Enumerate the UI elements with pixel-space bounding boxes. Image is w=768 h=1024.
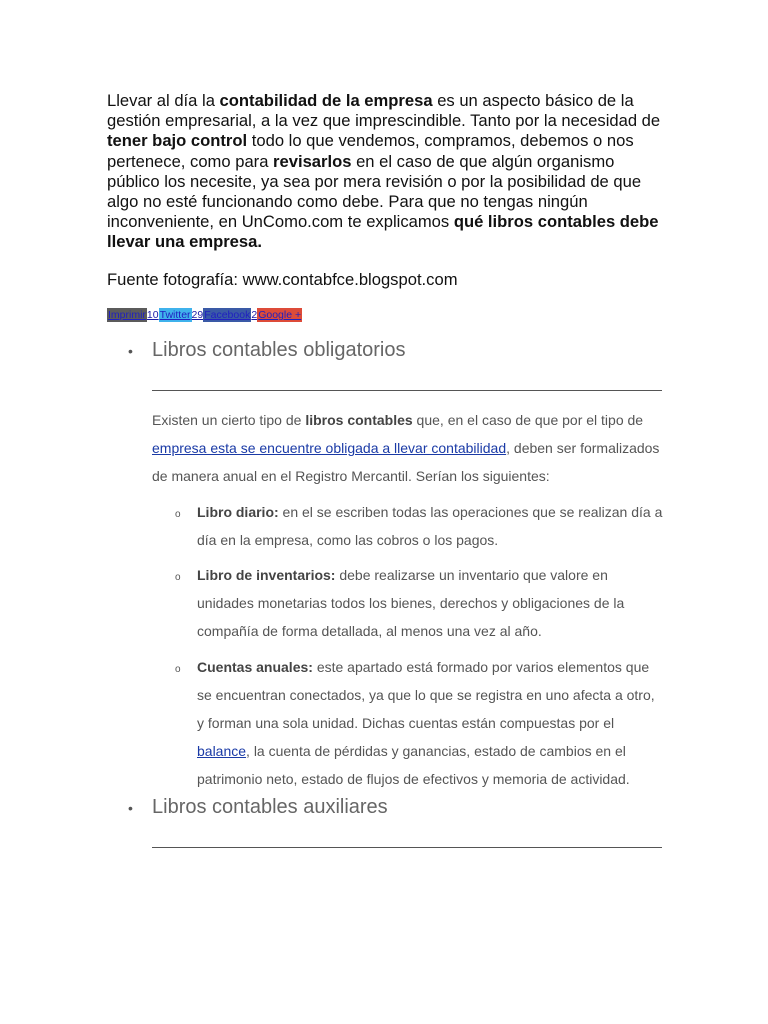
twitter-button[interactable]: Twitter bbox=[159, 309, 191, 321]
section-title-auxiliares: Libros contables auxiliares bbox=[152, 796, 388, 818]
google-plus-button[interactable]: Google + bbox=[258, 309, 302, 321]
item-text-end: , la cuenta de pérdidas y ganancias, estado de cambios en el patrimonio neto, estado de flujos de efectivos y memoria de actividad. bbox=[197, 743, 630, 787]
item-bold: Libro diario: bbox=[197, 504, 279, 520]
item-text: debe realizarse un inventario que valore en unidades monetarias todos los bienes, derechos y obligaciones de la compañía de forma detallada, al menos una vez al año. bbox=[197, 567, 625, 639]
section-bullet-icon: • bbox=[128, 800, 133, 816]
print-button[interactable]: Imprimir bbox=[108, 309, 146, 321]
intro-text-3: todo lo que vendemos, compramos, debemos o nos pertenece, como para bbox=[107, 131, 634, 171]
intro-bold-2: tener bajo control bbox=[107, 131, 248, 151]
s1-text-3: , deben ser formalizados de manera anual en el Registro Mercantil. Serían los siguientes: bbox=[152, 440, 660, 484]
section1-paragraph bbox=[152, 406, 662, 490]
intro-paragraph bbox=[107, 91, 667, 253]
intro-bold-1: contabilidad de la empresa bbox=[219, 91, 433, 110]
item-bold: Libro de inventarios: bbox=[197, 567, 336, 583]
s1-text-2: que, en el caso de que por el tipo de bbox=[412, 412, 644, 428]
sub-bullet-icon: o bbox=[175, 664, 181, 675]
photo-source: Fuente fotografía: www.contabfce.blogspot.com bbox=[107, 270, 458, 289]
item-bold: Cuentas anuales: bbox=[197, 659, 313, 675]
balance-link[interactable]: balance bbox=[197, 743, 247, 759]
section-title-obligatorios: Libros contables obligatorios bbox=[152, 339, 406, 361]
intro-text-4: en el caso de que algún organismo público los necesite, ya sea por mera revisión o por la posibilidad de que algo no esté funcionando como debe. Para que no tengas ningún inconveniente, en UnComo.com te explicamos bbox=[107, 151, 642, 232]
list-item bbox=[197, 498, 663, 554]
facebook-count[interactable]: 29 bbox=[191, 309, 204, 321]
item-text: este apartado está formado por varios elementos que se encuentran conectados, ya que lo que se registra en uno afecta a otro, y forman una sola unidad. Dichas cuentas están compuestas por el bbox=[197, 659, 655, 731]
intro-text-1: Llevar al día la bbox=[107, 91, 220, 110]
intro-bold-3: revisarlos bbox=[273, 151, 352, 171]
section-divider bbox=[152, 390, 662, 391]
list-item bbox=[197, 653, 663, 793]
list-item bbox=[197, 561, 663, 645]
sub-bullet-icon: o bbox=[175, 509, 181, 520]
sub-bullet-icon: o bbox=[175, 572, 181, 583]
google-count[interactable]: 2 bbox=[251, 309, 258, 321]
s1-bold-1: libros contables bbox=[305, 412, 413, 428]
share-bar bbox=[107, 308, 302, 322]
facebook-button[interactable]: Facebook bbox=[204, 309, 251, 321]
section-divider bbox=[152, 847, 662, 848]
section-bullet-icon: • bbox=[128, 343, 133, 359]
item-text: en el se escriben todas las operaciones que se realizan día a día en la empresa, como las cobros o los pagos. bbox=[197, 504, 663, 548]
intro-text-2: es un aspecto básico de la gestión empresarial, a la vez que imprescindible. Tanto por la necesidad de bbox=[107, 91, 661, 131]
intro-bold-4: qué libros contables debe llevar una empresa. bbox=[107, 212, 659, 252]
s1-text-1: Existen un cierto tipo de bbox=[152, 412, 306, 428]
empresa-link[interactable]: empresa esta se encuentre obligada a llevar contabilidad bbox=[152, 440, 507, 456]
twitter-count[interactable]: 10 bbox=[146, 309, 159, 321]
